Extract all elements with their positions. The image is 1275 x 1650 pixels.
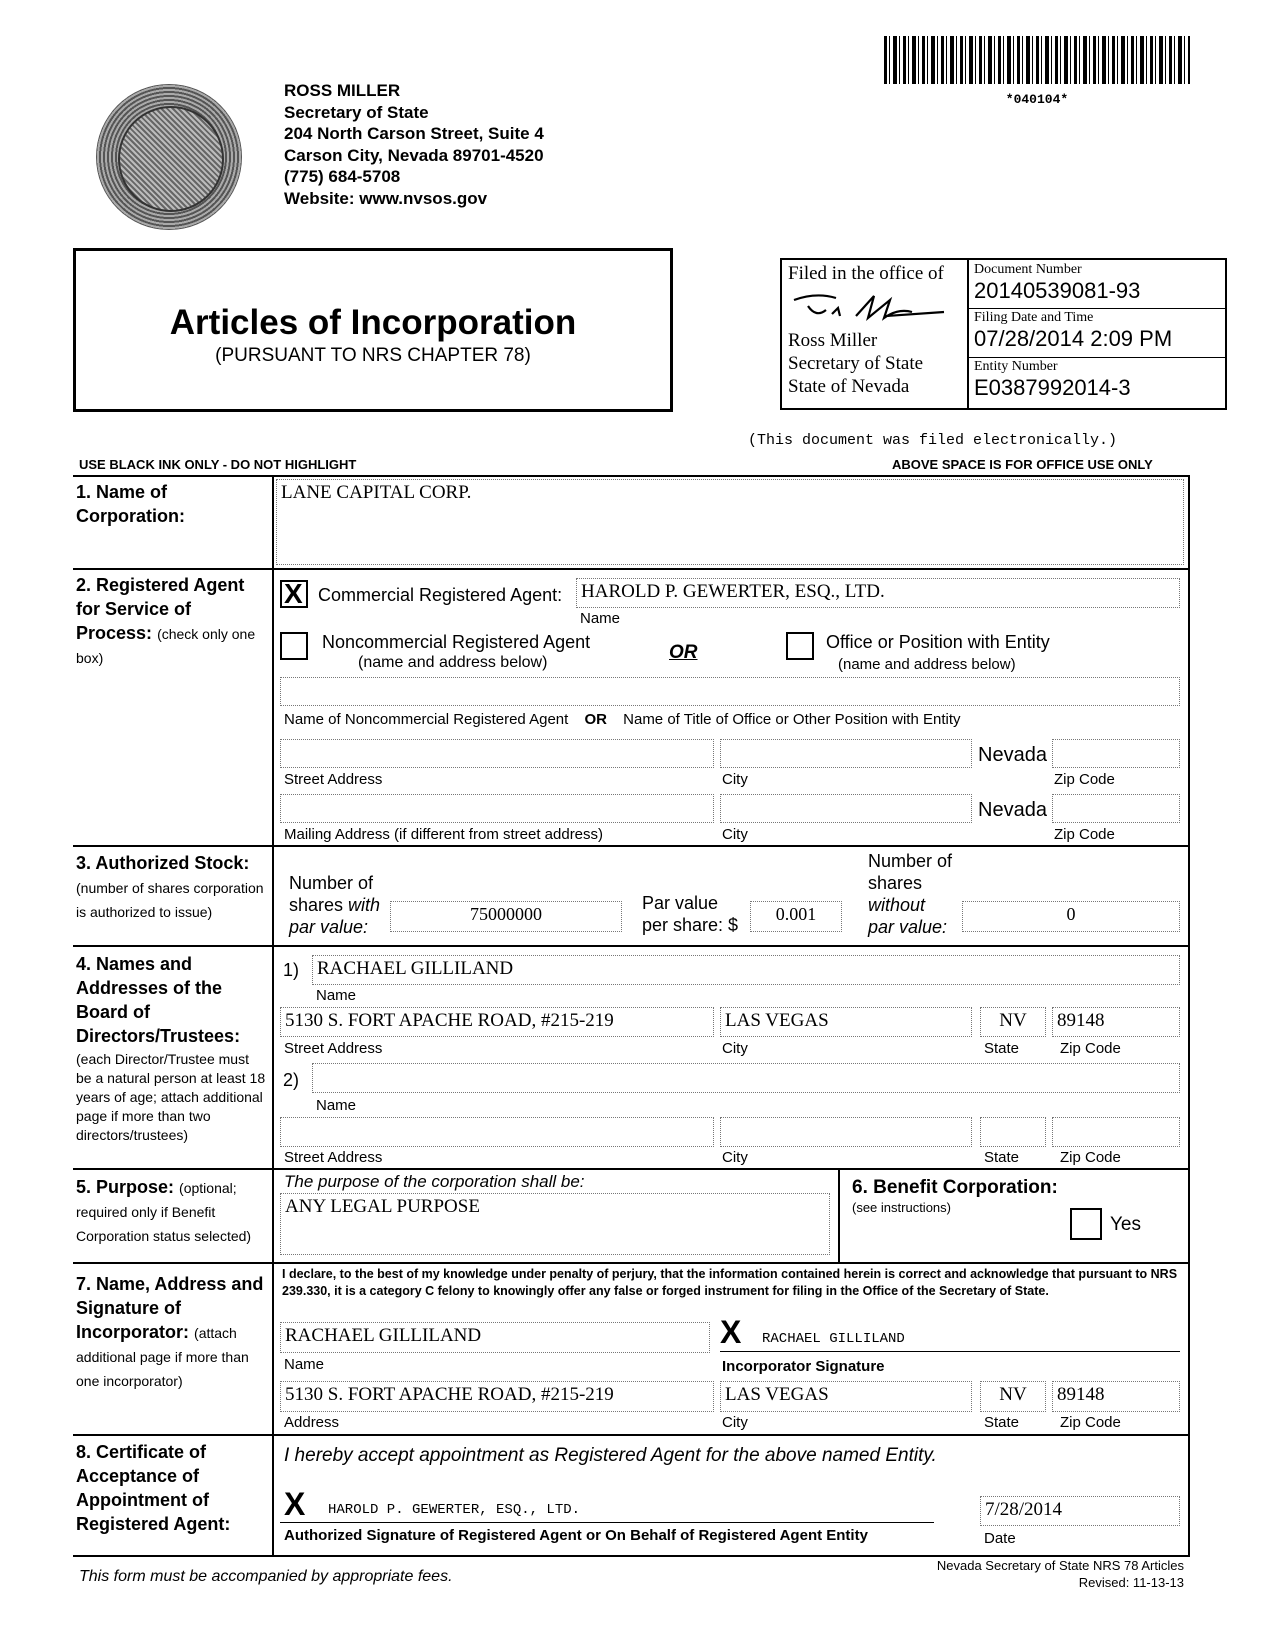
par-value-label-1: Par value (642, 893, 719, 913)
filed-box (780, 258, 1227, 410)
without-par-label-2: shares (868, 873, 923, 893)
office-position-label: Office or Position with Entity (826, 632, 1050, 652)
section7-title (76, 1272, 270, 1392)
agent-zip-field[interactable] (1052, 739, 1180, 768)
benefit-corp-yes-label: Yes (1110, 1214, 1141, 1235)
section2-note: (check only one box) (76, 626, 256, 666)
director1-zip-label: Zip Code (1060, 1040, 1121, 1057)
office-title-label-text: Name of Title of Office or Other Position with Entity (623, 711, 961, 728)
commercial-agent-label: Commercial Registered Agent: (318, 585, 563, 605)
agent-acceptance-statement: I hereby accept appointment as Registered Agent for the above named Entity. (284, 1445, 937, 1466)
noncommercial-name-label-text: Name of Noncommercial Registered Agent (284, 711, 569, 728)
director2-street-field[interactable] (280, 1117, 714, 1147)
agent-signature: HAROLD P. GEWERTER, ESQ., LTD. (328, 1502, 581, 1518)
office-use-note: ABOVE SPACE IS FOR OFFICE USE ONLY (892, 457, 1153, 472)
noncommercial-agent-sub: (name and address below) (358, 654, 548, 671)
agent-sig-mark: X (284, 1486, 306, 1522)
acceptance-date-field[interactable]: 7/28/2014 (980, 1496, 1180, 1526)
commercial-agent-checkbox[interactable] (280, 580, 308, 608)
agent-zip-label: Zip Code (1054, 771, 1115, 788)
form-id: Nevada Secretary of State NRS 78 Articles (936, 1558, 1184, 1573)
mailing-zip-label: Zip Code (1054, 826, 1115, 843)
director1-name-field[interactable]: RACHAEL GILLILAND (312, 955, 1180, 985)
filing-date: 07/28/2014 2:09 PM (974, 326, 1173, 351)
doc-number: 20140539081-93 (974, 278, 1141, 303)
acceptance-date-label: Date (984, 1530, 1016, 1547)
filed-in-label: Filed in the office of (788, 263, 944, 284)
with-par-label-2a: shares (289, 895, 349, 915)
director2-number: 2) (283, 1070, 300, 1090)
agent-city-label: City (722, 771, 748, 788)
section8-title: 8. Certificate of Acceptance of Appointment of Registered Agent: (76, 1442, 231, 1534)
director2-city-label: City (722, 1149, 748, 1166)
secretary-name: ROSS MILLER (284, 81, 401, 100)
secretary-block (284, 80, 544, 209)
mailing-address-label: Mailing Address (if different from street address) (284, 826, 604, 843)
or-label-2: OR (584, 711, 607, 728)
par-value-label (642, 892, 738, 936)
incorporator-address-field[interactable]: 5130 S. FORT APACHE ROAD, #215-219 (280, 1381, 714, 1412)
with-par-label-1: Number of (289, 873, 374, 893)
barcode (884, 36, 1190, 84)
incorporator-signature: RACHAEL GILLILAND (762, 1331, 905, 1347)
shares-with-par-field[interactable]: 75000000 (390, 901, 622, 932)
benefit-corp-checkbox[interactable] (1070, 1208, 1102, 1240)
office-address-2: Carson City, Nevada 89701-4520 (284, 145, 544, 165)
director2-state-field[interactable] (980, 1117, 1046, 1147)
incorporator-state-label: State (984, 1414, 1020, 1431)
section7-title-text: 7. Name, Address and Signature of Incorporator: (76, 1274, 264, 1342)
section5-note: (optional; required only if Benefit Corporation status selected) (76, 1180, 252, 1244)
filed-state: State of Nevada (788, 376, 910, 397)
electronic-filing-note: (This document was filed electronically.) (748, 432, 1118, 449)
director2-city-field[interactable] (720, 1117, 972, 1147)
par-value-field[interactable]: 0.001 (750, 901, 842, 932)
section5-title-text: 5. Purpose: (76, 1177, 175, 1197)
fees-note: This form must be accompanied by appropriate fees. (79, 1568, 453, 1585)
state-seal (96, 84, 242, 230)
title-box (73, 248, 673, 412)
agent-sig-label: Authorized Signature of Registered Agent or On Behalf of Registered Agent Entity (284, 1527, 868, 1544)
mailing-city-label: City (722, 826, 748, 843)
office-website: Website: www.nvsos.gov (284, 188, 488, 208)
incorporator-zip-label: Zip Code (1060, 1414, 1121, 1431)
director1-number: 1) (283, 960, 300, 980)
incorporator-sig-mark: X (720, 1314, 742, 1350)
form-revised: Revised: 11-13-13 (1078, 1575, 1184, 1590)
mailing-zip-field[interactable] (1052, 794, 1180, 823)
mailing-street-field[interactable] (280, 794, 714, 823)
director1-city-label: City (722, 1040, 748, 1057)
incorporator-address-label: Address (284, 1414, 340, 1431)
incorporator-city-label: City (722, 1414, 748, 1431)
check-mark: X (284, 578, 303, 609)
filed-signer-title: Secretary of State (788, 353, 924, 374)
doc-number-label: Document Number (974, 262, 1082, 277)
office-position-checkbox[interactable] (786, 632, 814, 660)
incorporator-state-field[interactable]: NV (980, 1381, 1046, 1412)
section3-title-text: 3. Authorized Stock: (76, 853, 250, 873)
agent-street-field[interactable] (280, 739, 714, 768)
incorporator-city-field[interactable]: LAS VEGAS (720, 1381, 972, 1412)
without-par-label-4: par value: (868, 917, 948, 937)
agent-name-label: Name (580, 610, 621, 627)
barcode-number: *040104* (1005, 92, 1069, 107)
section1-title: 1. Name of Corporation: (76, 482, 185, 526)
noncommercial-name-label (284, 711, 961, 728)
without-par-label-1: Number of (868, 851, 953, 871)
form-title: Articles of Incorporation (169, 303, 577, 342)
section7-note: (attach additional page if more than one incorporator) (76, 1325, 249, 1389)
director2-name-field[interactable] (312, 1063, 1180, 1093)
entity-number-label: Entity Number (974, 359, 1058, 374)
section3-title (76, 851, 266, 923)
incorporator-name-label: Name (284, 1356, 325, 1373)
perjury-declaration: I declare, to the best of my knowledge under penalty of perjury, that the information contained herein is correct and acknowledge that pursuant to NRS 239.330, it is a category C felony to knowingly offer any false or forged instrument for filing in the Office of the Secretary of State. (282, 1267, 1178, 1298)
filing-date-label: Filing Date and Time (974, 310, 1094, 325)
director1-state-label: State (984, 1040, 1020, 1057)
agent-state-value: Nevada (978, 744, 1047, 766)
director2-street-label: Street Address (284, 1149, 383, 1166)
shares-without-par-field[interactable]: 0 (962, 901, 1180, 932)
mailing-city-field[interactable] (720, 794, 972, 823)
section4-note: (each Director/Trustee must be a natural person at least 18 years of age; attach additional page if more than two directors/trustees) (76, 1051, 266, 1143)
without-par-label-3: without (868, 895, 926, 915)
section2-title-text: 2. Registered Agent for Service of Process: (76, 575, 245, 643)
incorporator-zip-field[interactable]: 89148 (1052, 1381, 1180, 1412)
section4-title: 4. Names and Addresses of the Board of Directors/Trustees: (76, 954, 241, 1046)
director1-city-field[interactable]: LAS VEGAS (720, 1007, 972, 1037)
commercial-agent-field[interactable]: HAROLD P. GEWERTER, ESQ., LTD. (576, 578, 1180, 608)
office-phone: (775) 684-5708 (284, 167, 401, 186)
director2-name-label: Name (316, 1097, 357, 1114)
filed-signer: Ross Miller (788, 330, 878, 351)
section5-title (76, 1175, 268, 1247)
corporation-name-field[interactable]: LANE CAPITAL CORP. (276, 479, 1184, 565)
with-par-label-2b: with (348, 895, 381, 915)
mailing-state-value: Nevada (978, 799, 1047, 821)
agent-city-field[interactable] (720, 739, 972, 768)
with-par-label (289, 872, 380, 938)
par-value-label-2: per share: $ (642, 915, 739, 935)
director1-name-label: Name (316, 987, 357, 1004)
purpose-field[interactable]: ANY LEGAL PURPOSE (280, 1193, 830, 1255)
director2-zip-field[interactable] (1052, 1117, 1180, 1147)
office-position-sub: (name and address below) (838, 656, 1016, 673)
purpose-prompt: The purpose of the corporation shall be: (284, 1172, 585, 1191)
office-address-1: 204 North Carson Street, Suite 4 (284, 124, 544, 143)
section6-note: (see instructions) (852, 1200, 951, 1215)
noncommercial-agent-checkbox[interactable] (280, 632, 308, 660)
director1-zip-field[interactable]: 89148 (1052, 1007, 1180, 1037)
noncommercial-agent-label: Noncommercial Registered Agent (322, 632, 591, 652)
noncommercial-name-field[interactable] (280, 677, 1180, 706)
or-label: OR (669, 642, 698, 663)
section3-note: (number of shares corporation is authorized to issue) (76, 880, 264, 920)
director1-street-label: Street Address (284, 1040, 383, 1057)
with-par-label-2 (289, 894, 380, 916)
without-par-label (868, 850, 952, 938)
agent-street-label: Street Address (284, 771, 383, 788)
ink-note: USE BLACK INK ONLY - DO NOT HIGHLIGHT (79, 457, 357, 472)
secretary-title: Secretary of State (284, 102, 429, 122)
director2-state-label: State (984, 1149, 1020, 1166)
with-par-label-3: par value: (289, 917, 369, 937)
director1-street-field[interactable]: 5130 S. FORT APACHE ROAD, #215-219 (280, 1007, 714, 1037)
incorporator-name-field[interactable]: RACHAEL GILLILAND (280, 1322, 710, 1353)
section2-title (76, 573, 266, 669)
secretary-signature (786, 290, 951, 324)
incorporator-sig-label: Incorporator Signature (722, 1358, 885, 1375)
section6-title: 6. Benefit Corporation: (852, 1177, 1058, 1198)
director2-zip-label: Zip Code (1060, 1149, 1121, 1166)
form-subtitle: (PURSUANT TO NRS CHAPTER 78) (215, 345, 531, 366)
director1-state-field[interactable]: NV (980, 1007, 1046, 1037)
entity-number: E0387992014-3 (974, 375, 1131, 400)
